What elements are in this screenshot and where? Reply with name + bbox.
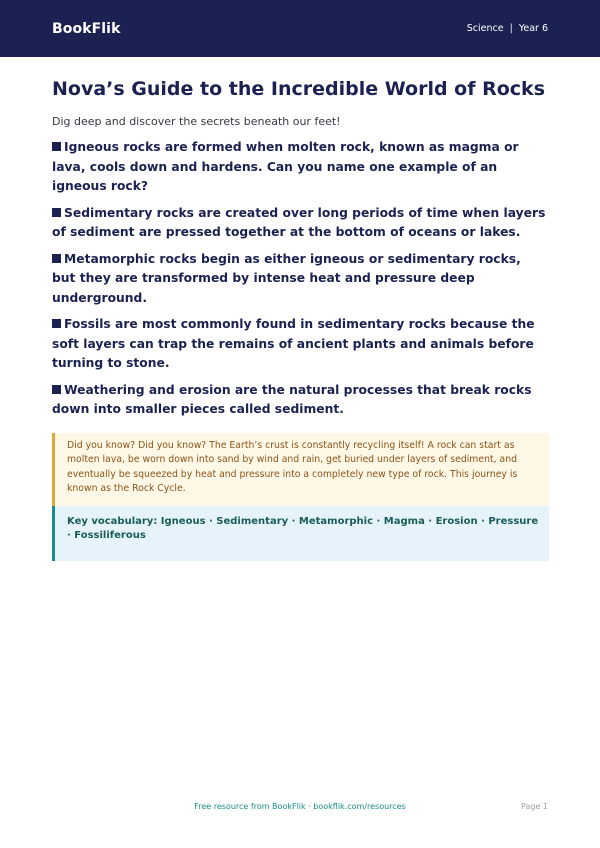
fact-text: Igneous rocks are formed when molten rock, known as magma or lava, cools down and hardens. Can you name one example of an igneous rock? [52,140,519,193]
page-subtitle: Dig deep and discover the secrets beneath our feet! [52,115,341,128]
square-bullet-icon [52,208,61,217]
header-meta [467,23,548,34]
fact-item [52,315,548,374]
fact-text: Sedimentary rocks are created over long periods of time when layers of sediment are pressed together at the bottom of oceans or lakes. [52,205,546,239]
footer-resource-link[interactable]: Free resource from BookFlik · bookflik.com/resources [194,802,406,811]
fact-text: Weathering and erosion are the natural processes that break rocks down into smaller pieces called sediment. [52,382,532,416]
fact-item [52,138,548,197]
square-bullet-icon [52,142,61,151]
meta-separator: | [509,23,513,34]
page-footer [0,801,600,815]
subject-label: Science [466,23,504,34]
page-title: Nova’s Guide to the Incredible World of Rocks [52,78,545,100]
fact-item [52,250,548,309]
fact-item [52,204,548,243]
did-you-know-note: Did you know? Did you know? The Earth’s crust is constantly recycling itself! A rock can start as molten lava, be worn down into sand by wind and rain, get buried under layers of sediment, and eventually be squeezed by heat and pressure into a completely new type of rock. This journey is known as the Rock Cycle. [52,433,549,506]
brand-logo: BookFlik [52,20,121,37]
fact-item [52,381,548,420]
fact-list [52,138,548,420]
square-bullet-icon [52,385,61,394]
page-number: Page 1 [521,802,548,811]
square-bullet-icon [52,254,61,263]
info-callout [52,433,549,561]
page-header [0,0,600,57]
fact-text: Metamorphic rocks begin as either igneous or sedimentary rocks, but they are transformed by intense heat and pressure deep underground. [52,251,521,305]
main-content [0,57,600,561]
key-vocabulary: Key vocabulary: Igneous · Sedimentary · Metamorphic · Magma · Erosion · Pressure · Fossiliferous [52,506,549,561]
fact-text: Fossils are most commonly found in sedimentary rocks because the soft layers can trap the remains of ancient plants and animals before turning to stone. [52,317,535,370]
square-bullet-icon [52,319,61,328]
year-label: Year 6 [518,23,548,34]
